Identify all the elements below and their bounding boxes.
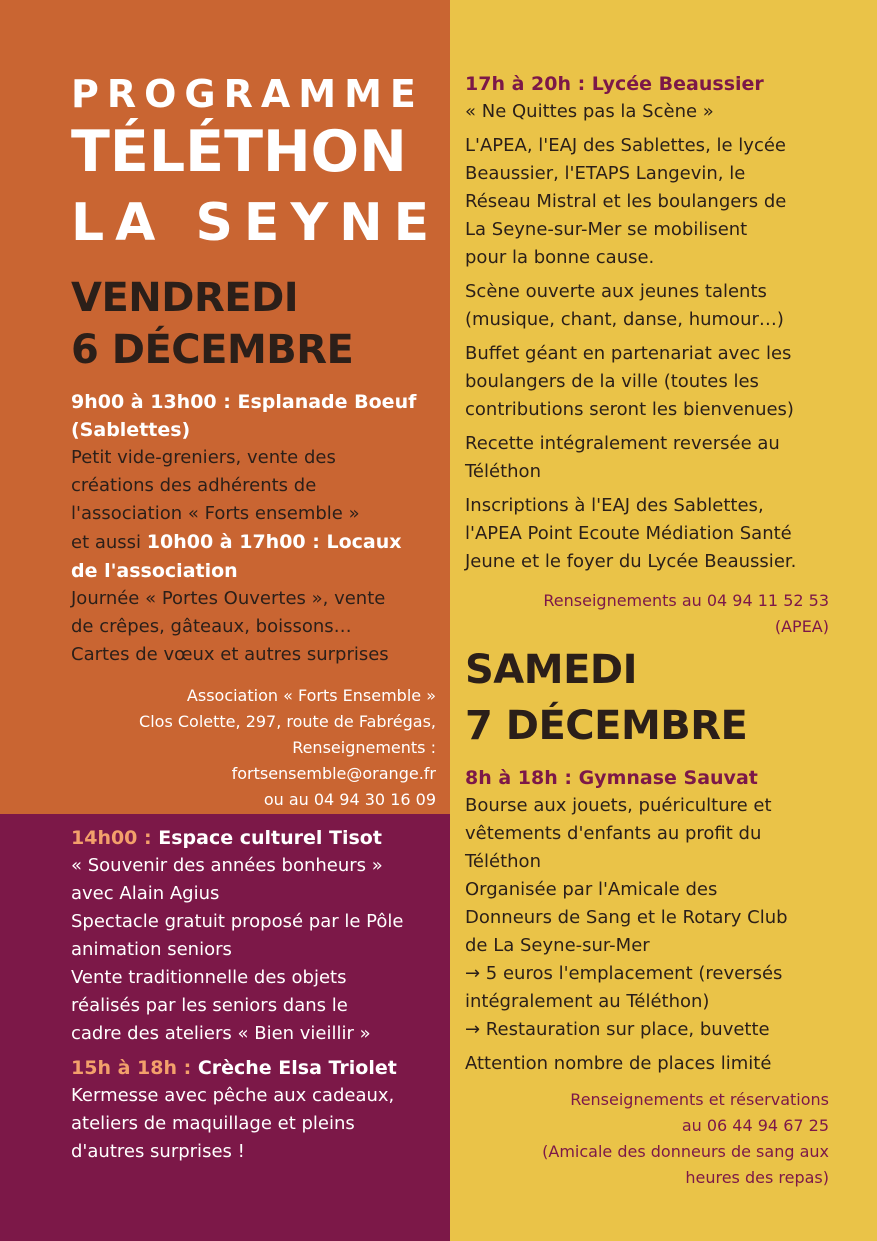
event3-time: 15h à 18h :	[71, 1057, 198, 1079]
event-lycee-beaussier	[465, 70, 865, 576]
contact-line: (APEA)	[774, 617, 829, 636]
also-line: de crêpes, gâteaux, boissons…	[71, 616, 352, 637]
event4-line: (musique, chant, danse, humour…)	[465, 309, 784, 330]
saturday-event-line: vêtements d'enfants au profit du	[465, 823, 762, 844]
saturday-heading	[465, 644, 747, 752]
event4-contact	[465, 588, 829, 640]
event3-line: ateliers de maquillage et pleins	[71, 1113, 355, 1134]
event1-also-line	[71, 528, 441, 557]
saturday-event-line: Donneurs de Sang et le Rotary Club	[465, 907, 788, 928]
event4-line: Beaussier, l'ETAPS Langevin, le	[465, 163, 746, 184]
event4-line: Téléthon	[465, 461, 541, 482]
event4-line: L'APEA, l'EAJ des Sablettes, le lycée	[465, 135, 787, 156]
saturday-day-line2: 7 DÉCEMBRE	[465, 703, 748, 749]
event2-line: réalisés par les seniors dans le	[71, 995, 348, 1016]
saturday-event-line: → Restauration sur place, buvette	[465, 1019, 770, 1040]
event1-line: créations des adhérents de	[71, 475, 317, 496]
friday-heading	[71, 272, 353, 376]
contact-line: Association « Forts Ensemble »	[186, 686, 436, 705]
also-title-line2: de l'association	[71, 560, 238, 582]
also-title: 10h00 à 17h00 : Locaux	[146, 531, 402, 553]
event-gymnase-sauvat	[465, 764, 865, 1078]
event4-line: Scène ouverte aux jeunes talents	[465, 281, 767, 302]
saturday-event-title: 8h à 18h : Gymnase Sauvat	[465, 767, 758, 789]
contact-phone: au 06 44 94 67 25	[681, 1116, 829, 1135]
event4-para5	[465, 492, 865, 576]
saturday-contact	[465, 1087, 829, 1191]
event4-line: Inscriptions à l'EAJ des Sablettes,	[465, 495, 764, 516]
also-line: Cartes de vœux et autres surprises	[71, 644, 389, 665]
event4-line: pour la bonne cause.	[465, 247, 655, 268]
event3-line: Kermesse avec pêche aux cadeaux,	[71, 1085, 395, 1106]
saturday-event-line: Téléthon	[465, 851, 541, 872]
saturday-day-line1: SAMEDI	[465, 647, 637, 693]
contact-line: Clos Colette, 297, route de Fabrégas,	[139, 712, 436, 731]
event4-para4	[465, 430, 865, 486]
event2-line: Spectacle gratuit proposé par le Pôle	[71, 911, 404, 932]
title-telethon: TÉLÉTHON	[71, 119, 407, 185]
event4-line: Buffet géant en partenariat avec les	[465, 343, 792, 364]
also-prefix: et aussi	[71, 532, 147, 553]
saturday-event-line: intégralement au Téléthon)	[465, 991, 710, 1012]
saturday-event-line: de La Seyne-sur-Mer	[465, 935, 650, 956]
event4-line: contributions seront les bienvenues)	[465, 399, 794, 420]
event2-line: « Souvenir des années bonheurs »	[71, 855, 383, 876]
saturday-event-line: Organisée par l'Amicale des	[465, 879, 718, 900]
event4-para2	[465, 278, 865, 334]
event2-line: Vente traditionnelle des objets	[71, 967, 347, 988]
event3-line: d'autres surprises !	[71, 1141, 245, 1162]
event2-line: avec Alain Agius	[71, 883, 220, 904]
event4-line: Jeune et le foyer du Lycée Beaussier.	[465, 551, 797, 572]
event2-title	[71, 824, 441, 852]
contact-phone: Renseignements au 04 94 11 52 53	[543, 591, 829, 610]
friday-day-line1: VENDREDI	[71, 275, 299, 321]
event-esplanade-boeuf	[71, 388, 441, 669]
event1-title-line2: (Sablettes)	[71, 419, 191, 441]
event2-time: 14h00 :	[71, 827, 159, 849]
event1-contact	[71, 683, 436, 813]
title-programme: PROGRAMME	[71, 72, 424, 116]
event4-title: 17h à 20h : Lycée Beaussier	[465, 73, 764, 95]
event-espace-tisot	[71, 824, 441, 1166]
event1-line: l'association « Forts ensemble »	[71, 503, 360, 524]
event1-title: 9h00 à 13h00 : Esplanade Boeuf	[71, 391, 417, 413]
contact-line: heures des repas)	[685, 1168, 829, 1187]
event4-line: La Seyne-sur-Mer se mobilisent	[465, 219, 748, 240]
event3-place: Crèche Elsa Triolet	[197, 1057, 397, 1079]
event4-para3	[465, 340, 865, 424]
contact-phone: ou au 04 94 30 16 09	[263, 790, 436, 809]
title-la-seyne: LA SEYNE	[71, 193, 441, 253]
event2-line: cadre des ateliers « Bien vieillir »	[71, 1023, 371, 1044]
event4-subtitle: « Ne Quittes pas la Scène »	[465, 101, 714, 122]
event1-line: Petit vide-greniers, vente des	[71, 447, 336, 468]
event4-line: boulangers de la ville (toutes les	[465, 371, 759, 392]
event2-place: Espace culturel Tisot	[158, 827, 382, 849]
saturday-event-line: → 5 euros l'emplacement (reversés	[465, 963, 783, 984]
friday-day-line2: 6 DÉCEMBRE	[71, 327, 354, 373]
contact-line: Renseignements et réservations	[570, 1090, 829, 1109]
event4-line: Réseau Mistral et les boulangers de	[465, 191, 787, 212]
also-line: Journée « Portes Ouvertes », vente	[71, 588, 386, 609]
event4-line: Recette intégralement reversée au	[465, 433, 780, 454]
saturday-event-line: Bourse aux jouets, puériculture et	[465, 795, 772, 816]
event4-line: l'APEA Point Ecoute Médiation Santé	[465, 523, 792, 544]
contact-line: (Amicale des donneurs de sang aux	[542, 1142, 829, 1161]
event3-title	[71, 1054, 441, 1082]
saturday-notice: Attention nombre de places limité	[465, 1053, 772, 1074]
contact-email: fortsensemble@orange.fr	[231, 764, 436, 783]
event4-para1	[465, 132, 865, 272]
event2-line: animation seniors	[71, 939, 232, 960]
contact-line: Renseignements :	[292, 738, 436, 757]
